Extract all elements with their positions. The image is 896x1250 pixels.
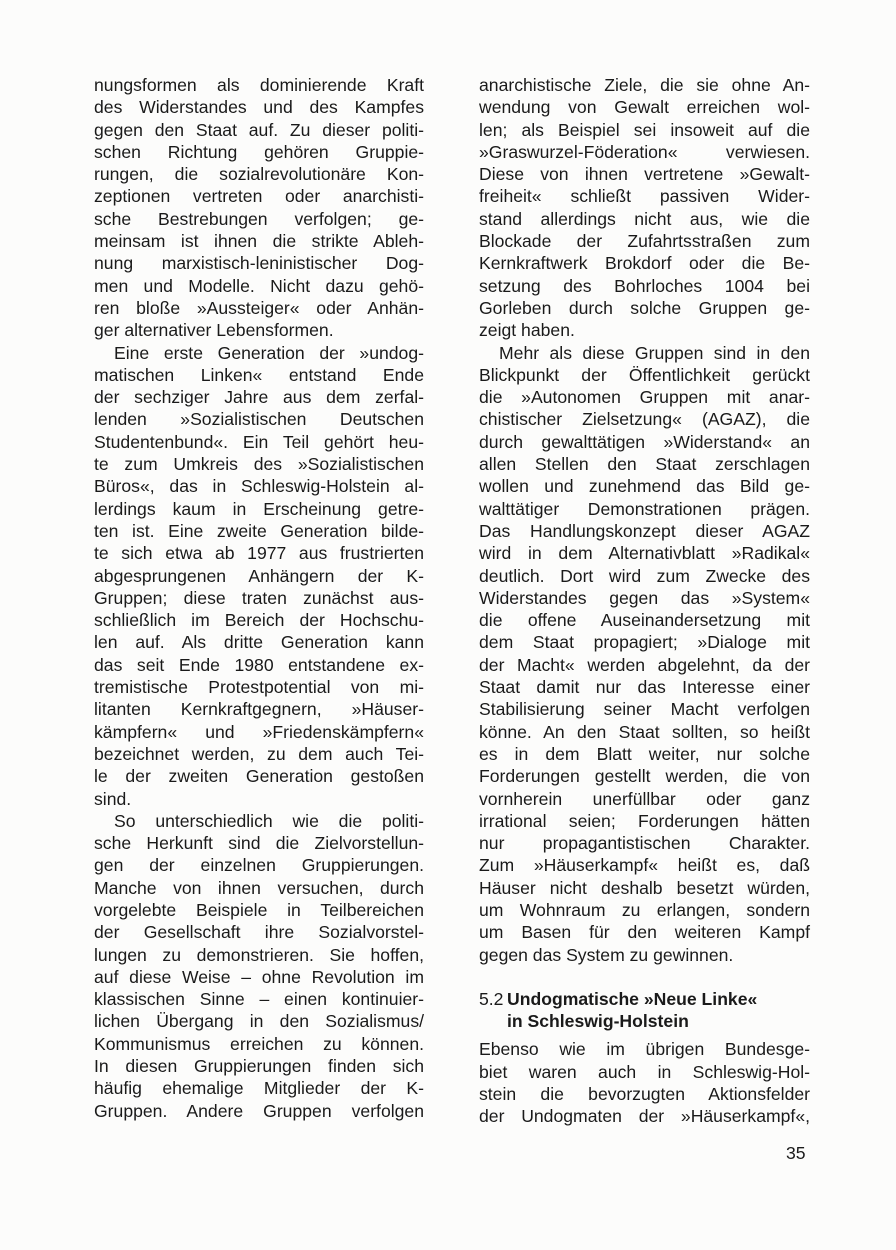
page-number: 35 [786,1143,806,1163]
text-line: abgesprungenen Anhängern der K- [94,565,424,586]
text-line: Stabilisierung seiner Macht verfolgen [479,699,810,720]
text-line: Gorleben durch solche Gruppen ge- [479,297,810,318]
text-line: Kernkraftwerk Brokdorf oder die Be- [479,253,810,274]
text-line: Widerstandes gegen das »System« [479,587,810,608]
text-line: sche Bestrebungen verfolgen; ge- [94,208,424,229]
text-line: allen Stellen den Staat zerschlagen [479,454,810,475]
text-line: ren bloße »Aussteiger« oder Anhän- [94,297,424,318]
section-number: 5.2 [479,988,504,1009]
text-line: Blickpunkt der Öffentlichkeit gerückt [479,364,810,385]
text-line: kämpfern« und »Friedenskämpfern« [94,721,424,742]
text-line: schließlich im Bereich der Hochschu- [94,610,424,631]
text-line: men und Modelle. Nicht dazu gehö- [94,275,424,296]
text-line: te zum Umkreis des »Sozialistischen [94,454,424,475]
text-line: So unterschiedlich wie die politi- [114,810,424,831]
text-line: rungen, die sozialrevolutionäre Kon- [94,164,424,185]
text-line: freiheit« schließt passiven Wider- [479,186,810,207]
text-line: der Gesellschaft ihre Sozialvorstel- [94,922,424,943]
paragraph [94,810,424,1122]
text-line: Gruppen; diese traten zunächst aus- [94,587,424,608]
text-line: schen Richtung gehören Gruppie- [94,141,424,162]
text-line: wollen und zunehmend das Bild ge- [479,476,810,497]
text-line: Forderungen gestellt werden, die von [479,766,810,787]
text-line: stand allerdings nicht aus, wie die [479,208,810,229]
text-line: tremistische Protestpotential von mi- [94,677,424,698]
text-line: der Undogmaten der »Häuserkampf«, [479,1106,810,1127]
text-line: wendung von Gewalt erreichen wol- [479,97,810,118]
text-line: nungsformen als dominierende Kraft [94,75,424,95]
text-line: Büros«, das in Schleswig-Holstein al- [94,476,424,497]
text-line: setzung des Bohrloches 1004 bei [479,275,810,296]
paragraph [94,74,424,342]
paragraph [479,74,810,342]
text-line: sind. [94,788,132,809]
text-line: dem Staat propagiert; »Dialoge mit [479,632,810,653]
text-line: lenden »Sozialistischen Deutschen [94,409,424,430]
text-line: vornherein unerfüllbar oder ganz [479,788,810,809]
text-line: gen der einzelnen Gruppierungen. [94,855,424,876]
text-line: ger alternativer Lebensformen. [94,320,334,341]
text-line: gegen das System zu gewinnen. [479,944,734,965]
text-line: walttätiger Demonstrationen prägen. [479,498,810,519]
text-line: te sich etwa ab 1977 aus frustrierten [94,543,424,564]
text-line: Ebenso wie im übrigen Bundesge- [479,1039,810,1060]
text-line: »Graswurzel-Föderation« verwiesen. [479,141,810,162]
left-text-column [94,74,424,1122]
text-line: len auf. Als dritte Generation kann [94,632,424,653]
text-line: um Basen für den weiteren Kampf [479,922,810,943]
text-line: die offene Auseinandersetzung mit [479,610,810,631]
section-heading [479,988,810,1033]
text-line: ten ist. Eine zweite Generation bilde- [94,520,424,541]
section-title-part-2: in Schleswig-Holstein [507,1011,689,1032]
text-line: bezeichnet werden, zu dem auch Tei- [94,743,424,764]
text-line: Studentenbund«. Ein Teil gehört heu- [94,431,424,452]
section-heading-line-1 [479,988,810,1010]
text-line: zeigt haben. [479,320,575,341]
text-line: anarchistische Ziele, die sie ohne An- [479,75,810,95]
text-line: häufig ehemalige Mitglieder der K- [94,1078,424,1099]
text-line: sche Herkunft sind die Zielvorstellun- [94,833,424,854]
text-line: es in dem Blatt weiter, nur solche [479,743,810,764]
text-line: lichen Übergang in den Sozialismus/ [94,1011,424,1032]
text-line: chistischer Zielsetzung« (AGAZ), die [479,409,810,430]
text-line: wird in dem Alternativblatt »Radikal« [479,543,810,564]
text-line: der Macht« werden abgelehnt, da der [479,654,810,675]
text-line: irrational seien; Forderungen hätten [479,810,810,831]
text-line: Blockade der Zufahrtsstraßen zum [479,231,810,252]
text-line: auf diese Weise – ohne Revolution im [94,966,424,987]
text-line: stein die bevorzugten Aktionsfelder [479,1084,810,1105]
text-line: der sechziger Jahre aus dem zerfal- [94,387,424,408]
text-line: Diese von ihnen vertretene »Gewalt- [479,164,810,185]
text-line: um Wohnraum zu erlangen, sondern [479,899,810,920]
text-line: deutlich. Dort wird zum Zwecke des [479,565,810,586]
text-line: die »Autonomen Gruppen mit anar- [479,387,810,408]
text-line: In diesen Gruppierungen finden sich [94,1056,424,1077]
text-line: Häuser nicht deshalb besetzt würden, [479,877,810,898]
paragraph [479,1038,810,1127]
text-line: nur propagantistischen Charakter. [479,833,810,854]
paragraph [479,342,810,966]
text-line: Eine erste Generation der »undog- [114,342,424,363]
text-line: len; als Beispiel sei insoweit auf die [479,119,810,140]
text-line: Zum »Häuserkampf« heißt es, daß [479,855,810,876]
text-line: durch gewalttätigen »Widerstand« an [479,431,810,452]
text-line: klassischen Sinne – einen kontinuier- [94,989,424,1010]
text-line: könne. An den Staat sollten, so heißt [479,721,810,742]
text-line: biet waren auch in Schleswig-Hol- [479,1061,810,1082]
text-line: des Widerstandes und des Kampfes [94,97,424,118]
text-line: das seit Ende 1980 entstandene ex- [94,654,424,675]
text-line: Staat damit nur das Interesse einer [479,677,810,698]
text-line: nung marxistisch-leninistischer Dog- [94,253,424,274]
text-line: Manche von ihnen versuchen, durch [94,877,424,898]
text-line: zeptionen vertreten oder anarchisti- [94,186,424,207]
text-line: Gruppen. Andere Gruppen verfolgen [94,1100,424,1121]
text-line: gegen den Staat auf. Zu dieser politi- [94,119,424,140]
section-title-part-1: Undogmatische »Neue Linke« [507,988,758,1009]
text-line: vorgelebte Beispiele in Teilbereichen [94,899,424,920]
text-line: Mehr als diese Gruppen sind in den [499,342,810,363]
text-line: Kommunismus erreichen zu können. [94,1033,424,1054]
text-line: le der zweiten Generation gestoßen [94,766,424,787]
text-line: lungen zu demonstrieren. Sie hoffen, [94,944,424,965]
right-text-column [479,74,810,1128]
paragraph [94,342,424,810]
text-line: Das Handlungskonzept dieser AGAZ [479,520,810,541]
text-line: litanten Kernkraftgegnern, »Häuser- [94,699,424,720]
text-line: meinsam ist ihnen die strikte Ableh- [94,231,424,252]
text-line: matischen Linken« entstand Ende [94,364,424,385]
text-line: lerdings kaum in Erscheinung getre- [94,498,424,519]
